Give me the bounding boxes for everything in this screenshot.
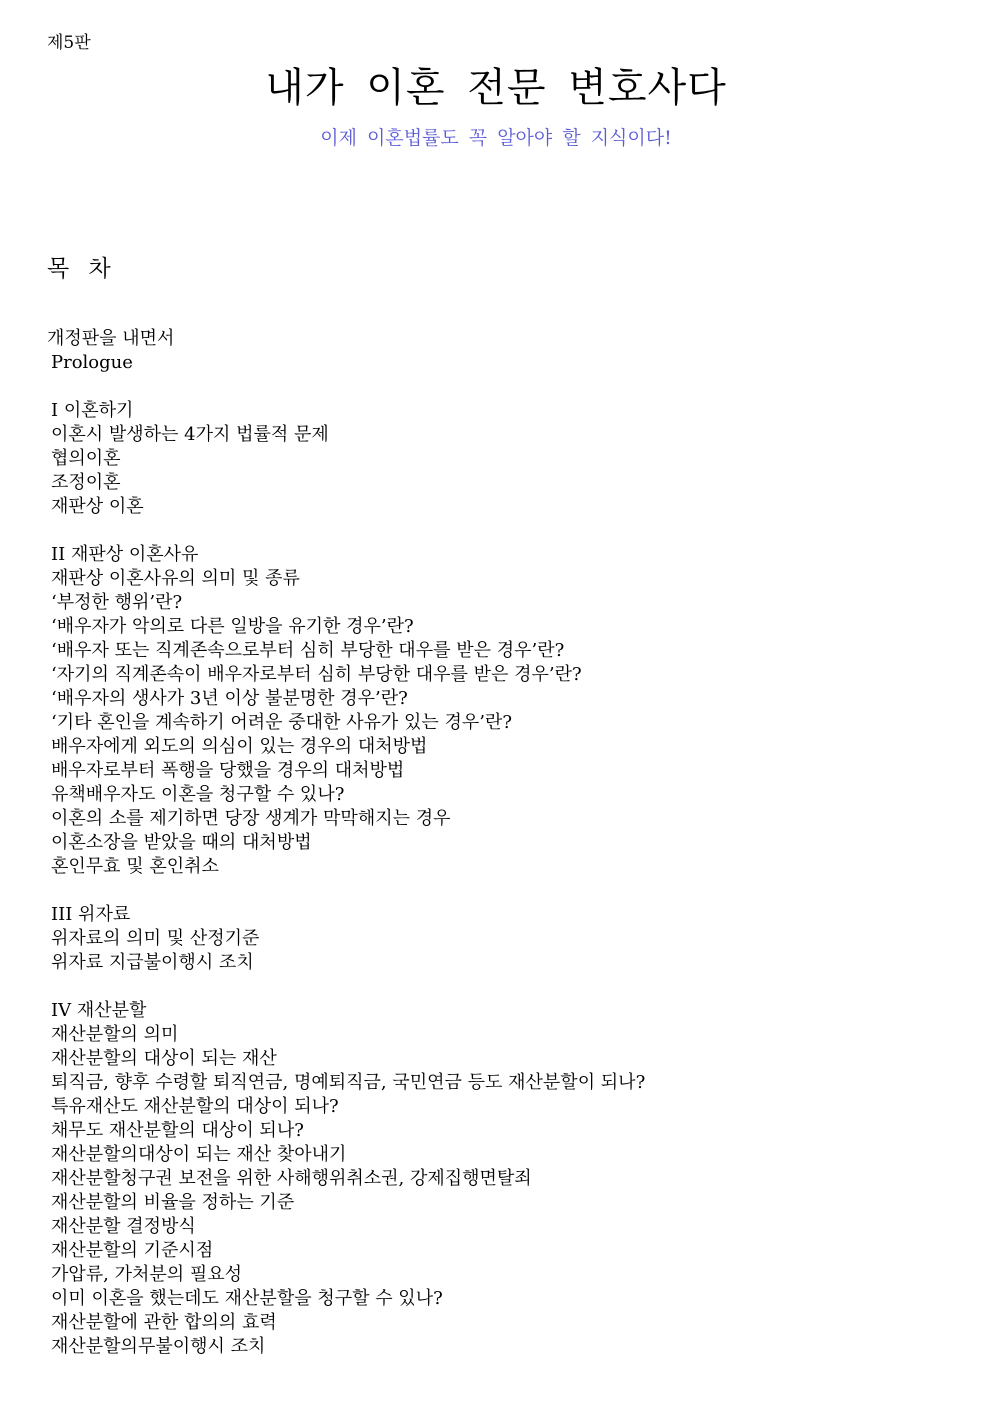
toc-item: ‘기타 혼인을 계속하기 어려운 중대한 사유가 있는 경우’란? [51, 712, 513, 733]
toc-item: 유책배우자도 이혼을 청구할 수 있나? [51, 784, 345, 805]
toc-item: ‘자기의 직계존속이 배우자로부터 심히 부당한 대우를 받은 경우’란? [51, 664, 582, 685]
toc-item: 재산분할의 기준시점 [51, 1240, 214, 1261]
toc-item: ‘배우자가 악의로 다른 일방을 유기한 경우’란? [51, 616, 414, 637]
toc-section [47, 399, 947, 519]
toc-item: 재산분할의 의미 [51, 1024, 179, 1045]
toc-section [47, 903, 947, 975]
toc-item: 재산분할의 대상이 되는 재산 [51, 1048, 277, 1069]
toc-item: 이혼시 발생하는 4가지 법률적 문제 [51, 424, 329, 445]
toc-item: 특유재산도 재산분할의 대상이 되나? [51, 1096, 339, 1117]
toc-section-heading: II 재판상 이혼사유 [51, 544, 199, 565]
toc-item: 재판상 이혼 [51, 496, 144, 517]
toc-item: 협의이혼 [51, 448, 121, 469]
toc-item: 이혼소장을 받았을 때의 대처방법 [51, 832, 312, 853]
toc-section [47, 999, 947, 1359]
toc-item: 재산분할의무불이행시 조치 [51, 1336, 266, 1357]
toc-intro [47, 327, 947, 375]
table-of-contents [47, 327, 947, 1383]
toc-item: 조정이혼 [51, 472, 121, 493]
toc-item: ‘배우자 또는 직계존속으로부터 심히 부당한 대우를 받은 경우’란? [51, 640, 565, 661]
toc-section-heading: IV 재산분할 [51, 1000, 147, 1021]
toc-item: 위자료 지급불이행시 조치 [51, 952, 254, 973]
toc-item: 혼인무효 및 혼인취소 [51, 856, 219, 877]
toc-item: 가압류, 가처분의 필요성 [51, 1264, 243, 1285]
toc-intro-item: Prologue [51, 352, 133, 373]
toc-item: 재산분할의 비율을 정하는 기준 [51, 1192, 295, 1213]
toc-item: ‘배우자의 생사가 3년 이상 불분명한 경우’란? [51, 688, 408, 709]
toc-section-heading: I 이혼하기 [51, 400, 134, 421]
toc-item: 이미 이혼을 했는데도 재산분할을 청구할 수 있나? [51, 1288, 443, 1309]
toc-item: 위자료의 의미 및 산정기준 [51, 928, 260, 949]
toc-intro-item: 개정판을 내면서 [47, 328, 175, 349]
toc-item: ‘부정한 행위’란? [51, 592, 183, 613]
toc-item: 재산분할에 관한 합의의 효력 [51, 1312, 277, 1333]
edition-label: 제5판 [47, 33, 91, 53]
toc-item: 재산분할청구권 보전을 위한 사해행위취소권, 강제집행면탈죄 [51, 1168, 532, 1189]
toc-item: 배우자로부터 폭행을 당했을 경우의 대처방법 [51, 760, 405, 781]
toc-item: 재산분할 결정방식 [51, 1216, 196, 1237]
toc-sections [47, 399, 947, 1359]
toc-item: 이혼의 소를 제기하면 당장 생계가 막막해지는 경우 [51, 808, 451, 829]
toc-item: 배우자에게 외도의 의심이 있는 경우의 대처방법 [51, 736, 428, 757]
toc-item: 재산분할의대상이 되는 재산 찾아내기 [51, 1144, 347, 1165]
toc-item: 채무도 재산분할의 대상이 되나? [51, 1120, 304, 1141]
toc-section [47, 543, 947, 879]
toc-item: 재판상 이혼사유의 의미 및 종류 [51, 568, 300, 589]
toc-section-heading: III 위자료 [51, 904, 131, 925]
book-subtitle: 이제 이혼법률도 꼭 알아야 할 지식이다! [320, 127, 672, 149]
book-title: 내가 이혼 전문 변호사다 [265, 65, 727, 111]
toc-item: 퇴직금, 향후 수령할 퇴직연금, 명예퇴직금, 국민연금 등도 재산분할이 되나? [51, 1072, 646, 1093]
toc-heading: 목 차 [47, 256, 117, 282]
